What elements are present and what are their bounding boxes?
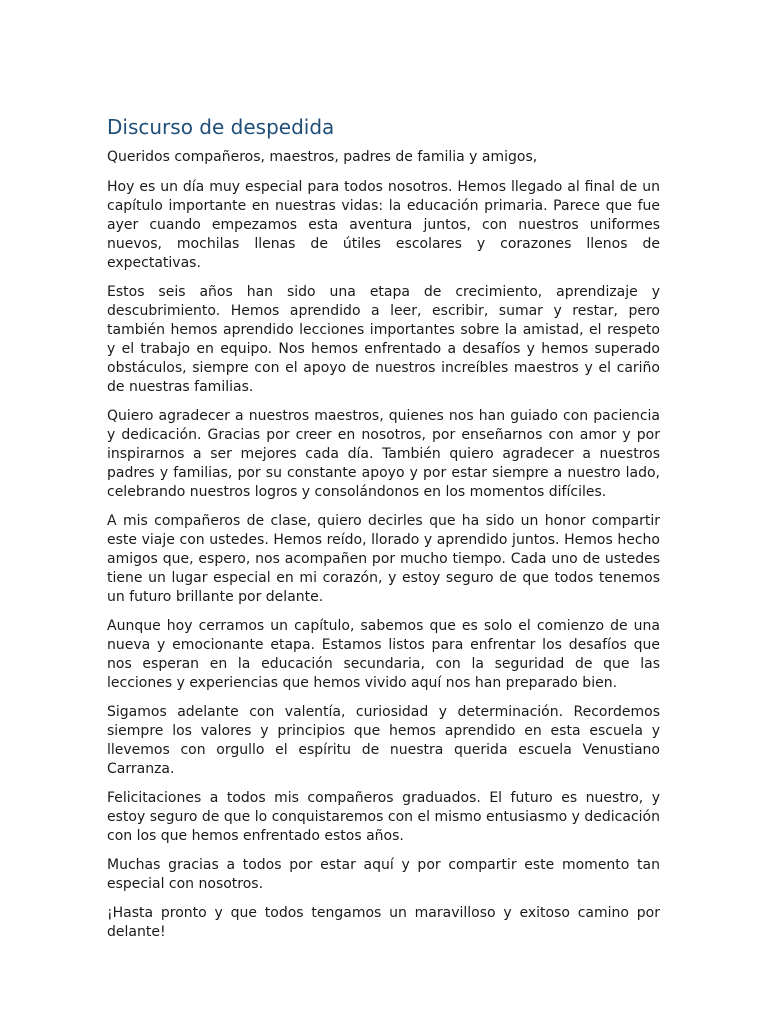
body-paragraph-5: Aunque hoy cerramos un capítulo, sabemos que es solo el comienzo de una nueva y emocionante etapa. Estamos listos para enfrentar los desafíos que nos esperan en la educación secundaria, con la seguridad de que las lecciones y experiencias que hemos vivido aquí nos han preparado bien. — [107, 618, 660, 691]
body-paragraph-6: Sigamos adelante con valentía, curiosidad y determinación. Recordemos siempre los valores y principios que hemos aprendido en esta escuela y llevemos con orgullo el espíritu de nuestra querida escuela Venustiano Carranza. — [107, 704, 660, 777]
document-title: Discurso de despedida — [107, 115, 335, 139]
closing-paragraph: ¡Hasta pronto y que todos tengamos un maravilloso y exitoso camino por delante! — [107, 905, 660, 940]
body-paragraph-3: Quiero agradecer a nuestros maestros, quienes nos han guiado con paciencia y dedicación. Gracias por creer en nosotros, por enseñarnos con amor y por inspirarnos a ser mejores cada día. También quiero agradecer a nuestros padres y familias, por su constante apoyo y por estar siempre a nuestro lado, celebrando nuestros logros y consolándonos en los momentos difíciles. — [107, 408, 660, 500]
greeting-paragraph: Queridos compañeros, maestros, padres de familia y amigos, — [107, 149, 538, 165]
body-paragraph-2: Estos seis años han sido una etapa de crecimiento, aprendizaje y descubrimiento. Hemos aprendido a leer, escribir, sumar y restar, pero también hemos aprendido lecciones importantes sobre la amistad, el respeto y el trabajo en equipo. Nos hemos enfrentado a desafíos y hemos superado obstáculos, siempre con el apoyo de nuestros increíbles maestros y el cariño de nuestras familias. — [107, 284, 660, 395]
body-paragraph-4: A mis compañeros de clase, quiero decirles que ha sido un honor compartir este viaje con ustedes. Hemos reído, llorado y aprendido juntos. Hemos hecho amigos que, espero, nos acompañen por mucho tiempo. Cada uno de ustedes tiene un lugar especial en mi corazón, y estoy seguro de que todos tenemos un futuro brillante por delante. — [107, 513, 660, 605]
body-paragraph-7: Felicitaciones a todos mis compañeros graduados. El futuro es nuestro, y estoy seguro de que lo conquistaremos con el mismo entusiasmo y dedicación con los que hemos enfrentado estos años. — [107, 790, 660, 844]
body-paragraph-8: Muchas gracias a todos por estar aquí y por compartir este momento tan especial con nosotros. — [107, 857, 660, 892]
body-paragraph-1: Hoy es un día muy especial para todos nosotros. Hemos llegado al final de un capítulo importante en nuestras vidas: la educación primaria. Parece que fue ayer cuando empezamos esta aventura juntos, con nuestros uniformes nuevos, mochilas llenas de útiles escolares y corazones llenos de expectativas. — [107, 179, 660, 271]
document-page — [107, 113, 660, 952]
